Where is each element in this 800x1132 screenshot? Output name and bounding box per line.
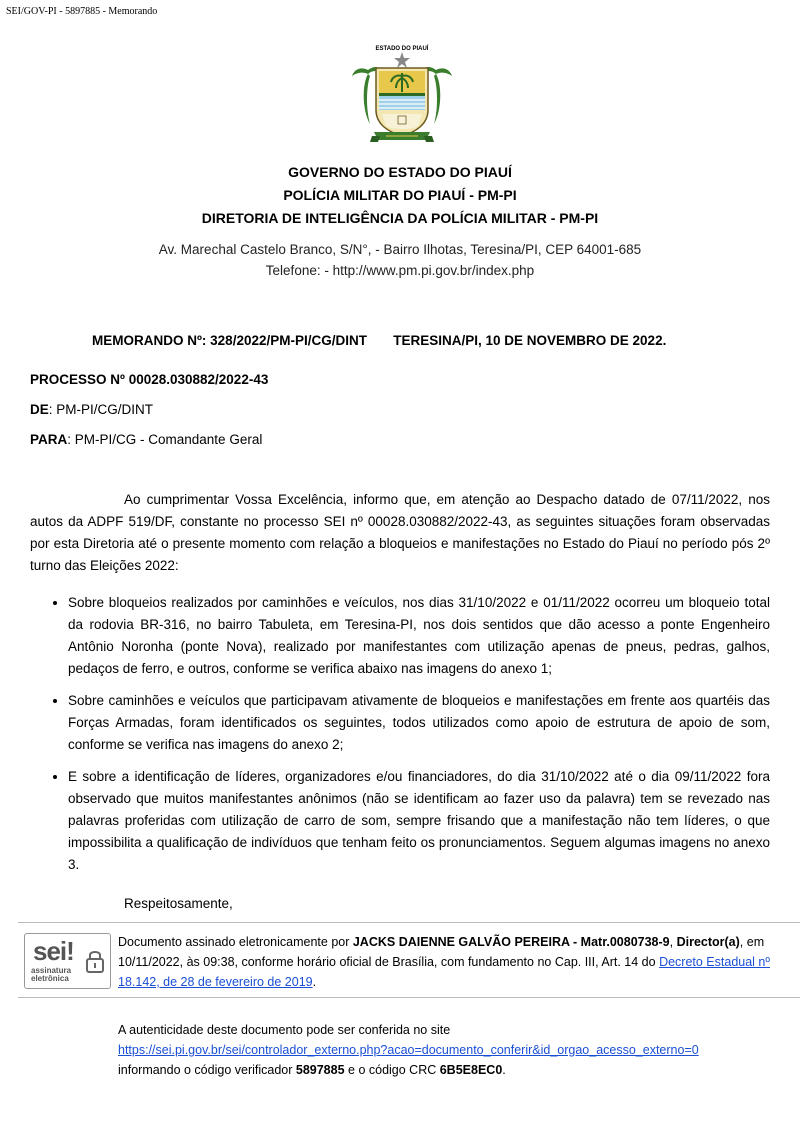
signature-details: , em 10/11/2022, às 09:38, conforme horário oficial de Brasília, com fundamento no Cap. III, Art. 14 do xyxy=(118,935,765,969)
code-mid: e o código CRC xyxy=(344,1063,440,1077)
code-end: . xyxy=(502,1063,506,1077)
sei-logo-sub2: eletrônica xyxy=(31,974,69,983)
lock-icon xyxy=(85,948,105,974)
code-prefix: informando o código verificador xyxy=(118,1063,296,1077)
signature-end: . xyxy=(312,975,317,989)
signature-prefix: Documento assinado eletronicamente por xyxy=(118,935,353,949)
signer-name: JACKS DAIENNE GALVÃO PEREIRA - Matr.0080738-9 xyxy=(352,935,670,949)
to-value: : PM-PI/CG - Comandante Geral xyxy=(67,432,263,447)
signature-block xyxy=(118,932,790,992)
sei-logo-subtext xyxy=(31,967,71,983)
verification-link[interactable]: https://sei.pi.gov.br/sei/controlador_externo.php?acao=documento_conferir&id_orgao_acesso_externo=0 xyxy=(118,1043,699,1057)
from-field xyxy=(30,402,153,417)
list-item: • Sobre caminhões e veículos que participavam ativamente de bloqueios e manifestações em frente aos quartéis das Forças Armadas, foram identificados os seguintes, todos utilizados como apoio de estrutura de apoio de som, conforme se verifica nas imagens do anexo 2; xyxy=(68,690,770,756)
signature-sep: , xyxy=(669,935,677,949)
memo-number: MEMORANDO Nº: 328/2022/PM-PI/CG/DINT xyxy=(92,333,367,348)
org-phone: Telefone: - http://www.pm.pi.gov.br/index.php xyxy=(265,263,535,278)
sei-logo-sub1: assinatura xyxy=(31,966,72,975)
org-line-1: GOVERNO DO ESTADO DO PIAUÍ xyxy=(288,164,512,180)
decree-link[interactable]: Decreto Estadual nº 18.142, de 28 de fevereiro de 2019 xyxy=(118,955,770,989)
authenticity-block xyxy=(118,1020,790,1080)
memo-place-date: TERESINA/PI, 10 DE NOVEMBRO DE 2022. xyxy=(393,333,667,348)
list-item: • E sobre a identificação de líderes, organizadores e/ou financiadores, do dia 31/10/2022 até o dia 09/11/2022 fora observado que muitos manifestantes anônimos (não se identificam ao fazer uso da palavra) tem se revezado nas palavras proferidas com utilização de carro de som, sempre frisando que a manifestação não tem líderes, o que impossibilita a qualificação de indivíduos que tenham feito os pronunciamentos. Seguem algumas imagens no anexo 3. xyxy=(68,766,770,876)
org-line-2: POLÍCIA MILITAR DO PIAUÍ - PM-PI xyxy=(283,187,517,203)
from-value: : PM-PI/CG/DINT xyxy=(48,402,154,417)
document-reference: SEI/GOV-PI - 5897885 - Memorando xyxy=(6,6,158,17)
org-address: Av. Marechal Castelo Branco, S/N°, - Bairro Ilhotas, Teresina/PI, CEP 64001-685 xyxy=(158,242,642,257)
from-label: DE xyxy=(30,402,49,417)
to-label: PARA xyxy=(30,432,68,447)
divider xyxy=(18,997,800,998)
process-number: PROCESSO Nº 00028.030882/2022-43 xyxy=(30,372,269,387)
intro-paragraph: Ao cumprimentar Vossa Excelência, informo que, em atenção ao Despacho datado de 07/11/2022, nos autos da ADPF 519/DF, constante no processo SEI nº 00028.030882/2022-43, as seguintes situações foram observadas por esta Diretoria até o presente momento com relação a bloqueios e manifestações no Estado do Piauí no período pós 2º turno das Eleições 2022: xyxy=(30,492,770,573)
state-coat-of-arms-icon xyxy=(346,40,458,148)
sei-signature-logo xyxy=(24,933,111,989)
verification-code: 5897885 xyxy=(295,1063,345,1077)
to-field xyxy=(30,432,262,447)
authenticity-line: A autenticidade deste documento pode ser conferida no site xyxy=(118,1023,451,1037)
sei-logo-text: sei! xyxy=(33,936,74,966)
emblem-label: ESTADO DO PIAUÍ xyxy=(375,46,429,52)
org-line-3: DIRETORIA DE INTELIGÊNCIA DA POLÍCIA MILITAR - PM-PI xyxy=(201,210,599,226)
crc-code: 6B5E8EC0 xyxy=(439,1063,503,1077)
closing-text: Respeitosamente, xyxy=(124,896,233,911)
signer-role: Director(a) xyxy=(676,935,740,949)
findings-list xyxy=(30,592,770,886)
list-item: • Sobre bloqueios realizados por caminhões e veículos, nos dias 31/10/2022 e 01/11/2022 ocorreu um bloqueio total da rodovia BR-316, no bairro Tabuleta, em Teresina-PI, nos dois sentidos que dão acesso a ponte Engenheiro Antônio Noronha (ponte Nova), realizado por manifestantes com utilização apenas de pneus, pedras, galhos, pedaços de ferro, e outros, conforme se verifica abaixo nas imagens do anexo 1; xyxy=(68,592,770,680)
memo-header xyxy=(92,333,666,348)
divider xyxy=(18,922,800,923)
